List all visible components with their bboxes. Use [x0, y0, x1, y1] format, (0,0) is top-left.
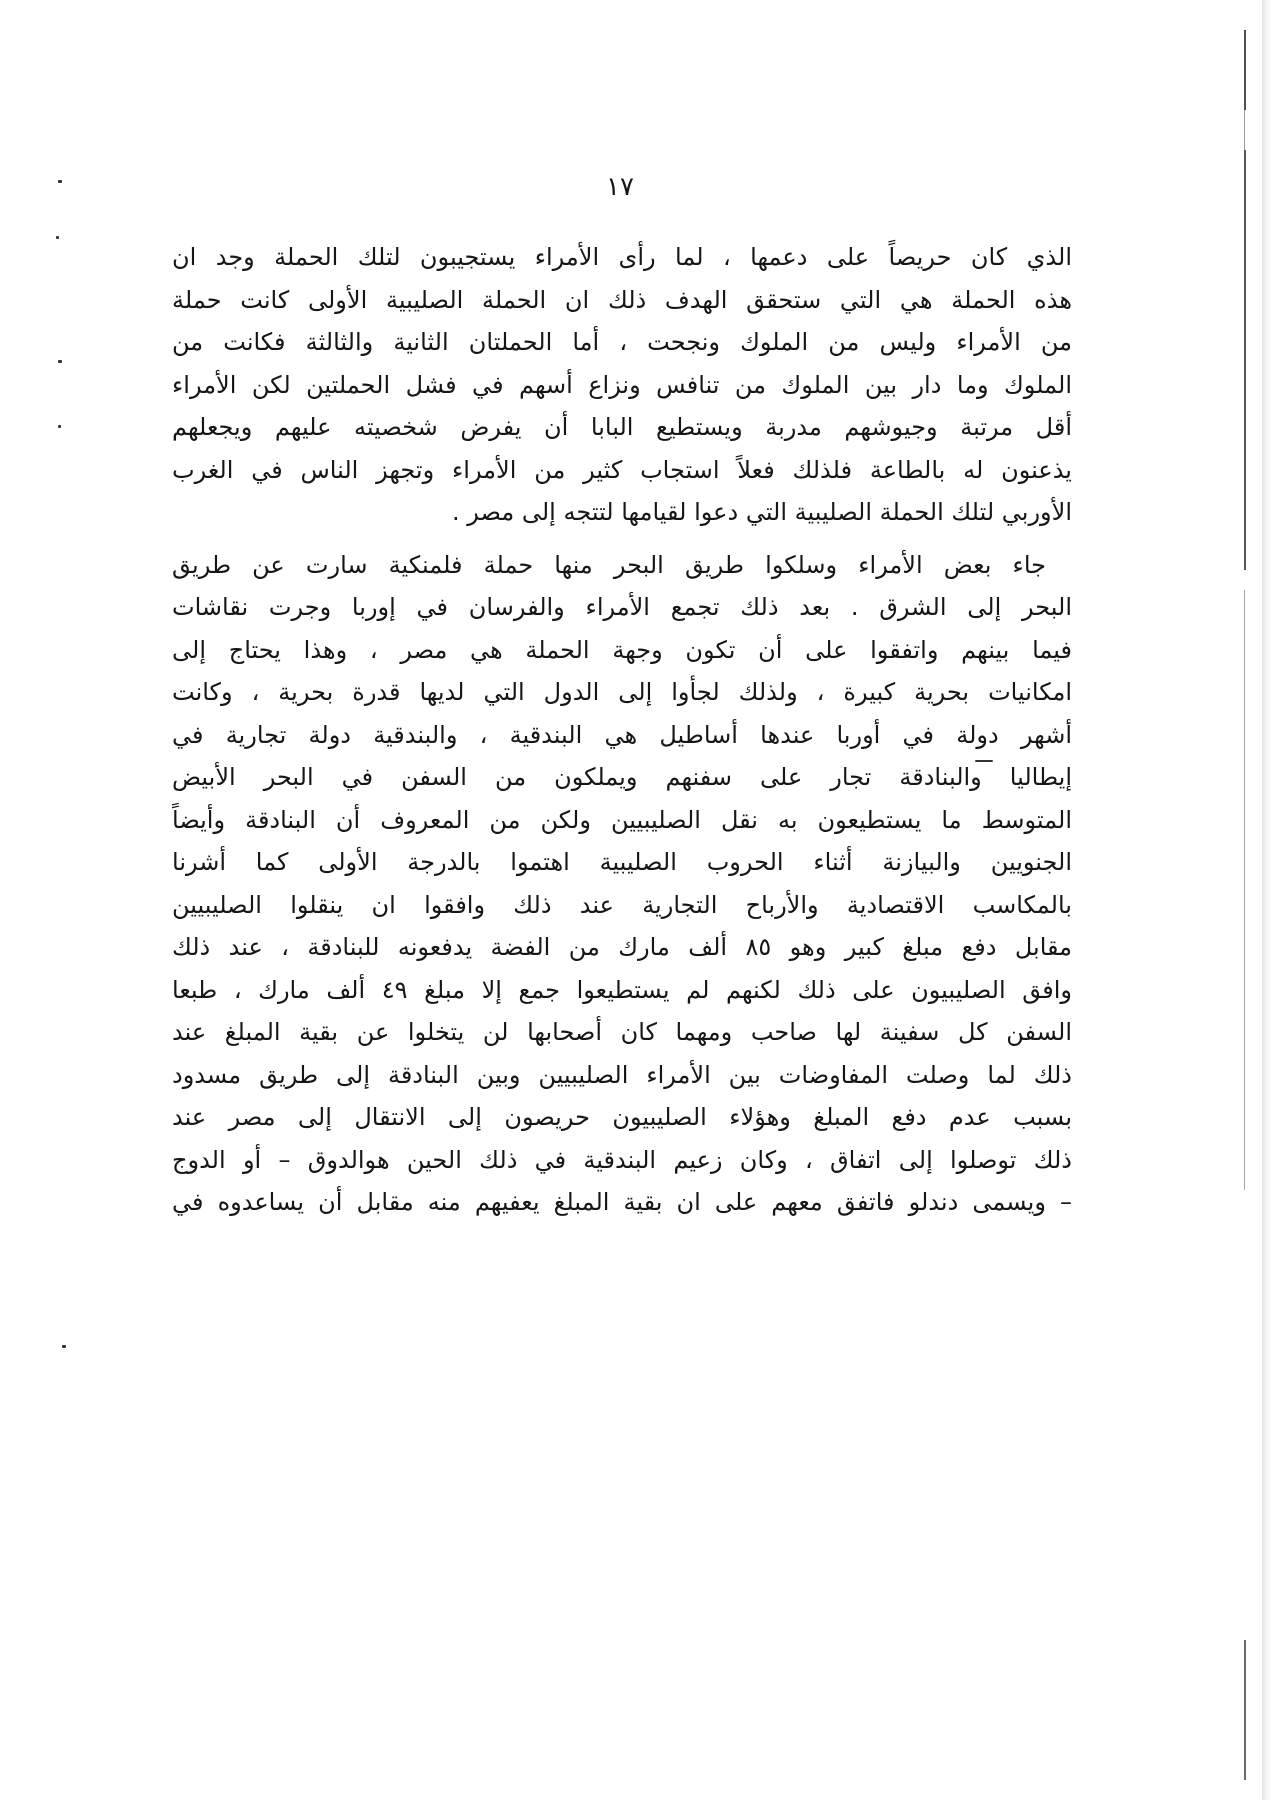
- text-line: الملوك وما دار بين الملوك من تنافس ونزاع أسهم في فشل الحملتين لكن الأمراء: [172, 370, 1072, 399]
- text-line: فيما بينهم واتفقوا على أن تكون وجهة الحملة هي مصر ، وهذا يحتاج إلى: [172, 635, 1072, 664]
- scan-artifact-line: [1244, 30, 1246, 110]
- scan-speck: [56, 236, 59, 239]
- text-line: هذه الحملة هي التي ستحقق الهدف ذلك ان الحملة الصليبية الأولى كانت حملة: [172, 285, 1072, 314]
- text-line: امكانيات بحرية كبيرة ، ولذلك لجأوا إلى الدول التي لديها قدرة بحرية ، وكانت: [172, 678, 1072, 706]
- text-line: ذلك لما وصلت المفاوضات بين الأمراء الصليبيين وبين البنادقة إلى طريق مسدود: [172, 1060, 1072, 1089]
- scan-speck: [58, 425, 61, 428]
- text-line: المتوسط ما يستطيعون به نقل الصليبيين ولكن من المعروف أن البنادقة وأيضاً: [172, 805, 1072, 834]
- text-line: من الأمراء وليس من الملوك ونجحت ، أما الحملتان الثانية والثالثة فكانت من: [172, 328, 1072, 356]
- text-line: يذعنون له بالطاعة فلذلك فعلاً استجاب كثير من الأمراء وتجهز الناس في الغرب: [172, 455, 1072, 484]
- scan-artifact-line: [1244, 110, 1245, 150]
- scanned-page-edge: [1262, 0, 1272, 1800]
- scan-artifact-line: [1244, 590, 1245, 1190]
- document-body: [172, 236, 1072, 1224]
- page-number: ١٧: [606, 172, 634, 202]
- text-line: أشهر دولة في أوربا عندها أساطيل هي البندقية ، والبندقية دولة تجارية في: [172, 720, 1072, 749]
- text-line: مقابل دفع مبلغ كبير وهو ٨٥ ألف مارك من الفضة يدفعونه للبنادقة ، عند ذلك: [172, 933, 1073, 961]
- text-line: بسبب عدم دفع المبلغ وهؤلاء الصليبيون حريصون إلى الانتقال إلى مصر عند: [172, 1103, 1072, 1131]
- text-line: ذلك توصلوا إلى اتفاق ، وكان زعيم البندقية في ذلك الحين هوالدوق – أو الدوج: [172, 1145, 1072, 1174]
- scan-artifact-line: [1244, 1640, 1246, 1780]
- text-line: بالمكاسب الاقتصادية والأرباح التجارية عند ذلك وافقوا ان ينقلوا الصليبيين: [172, 890, 1072, 919]
- text-line: وافق الصليبيون على ذلك لكنهم لم يستطيعوا جمع إلا مبلغ ٤٩ ألف مارك ، طبعا: [172, 975, 1073, 1004]
- scan-speck: [58, 360, 62, 363]
- text-line: أقل مرتبة وجيوشهم مدربة ويستطيع البابا أن يفرض شخصيته عليهم ويجعلهم: [172, 413, 1072, 441]
- paragraph-1: [172, 236, 1072, 534]
- text-line: السفن كل سفينة لها صاحب ومهما كان أصحابها لن يتخلوا عن بقية المبلغ عند: [172, 1018, 1072, 1046]
- text-line: إيطاليا والبنادقة تجار على سفنهم ويملكون من السفن في البحر الأبيض: [172, 763, 1072, 791]
- text-line: البحر إلى الشرق . بعد ذلك تجمع الأمراء والفرسان في إوربا وجرت نقاشات: [172, 593, 1072, 621]
- paragraph-2: [172, 544, 1072, 1224]
- scan-speck: [62, 1345, 66, 1348]
- text-line: جاء بعض الأمراء وسلكوا طريق البحر منها حملة فلمنكية سارت عن طريق: [172, 550, 1046, 579]
- text-line: الأوربي لتلك الحملة الصليبية التي دعوا لقيامها لتتجه إلى مصر .: [452, 498, 1072, 526]
- text-line: الذي كان حريصاً على دعمها ، لما رأى الأمراء يستجيبون لتلك الحملة وجد ان: [172, 243, 1072, 271]
- text-line: الجنويين والبيازنة أثناء الحروب الصليبية اهتموا بالدرجة الأولى كما أشرنا: [172, 848, 1072, 876]
- scan-speck: [58, 180, 62, 183]
- text-line: – ويسمى دندلو فاتفق معهم على ان بقية المبلغ يعفيهم منه مقابل أن يساعدوه في: [172, 1188, 1072, 1216]
- scan-artifact-line: [1244, 150, 1246, 570]
